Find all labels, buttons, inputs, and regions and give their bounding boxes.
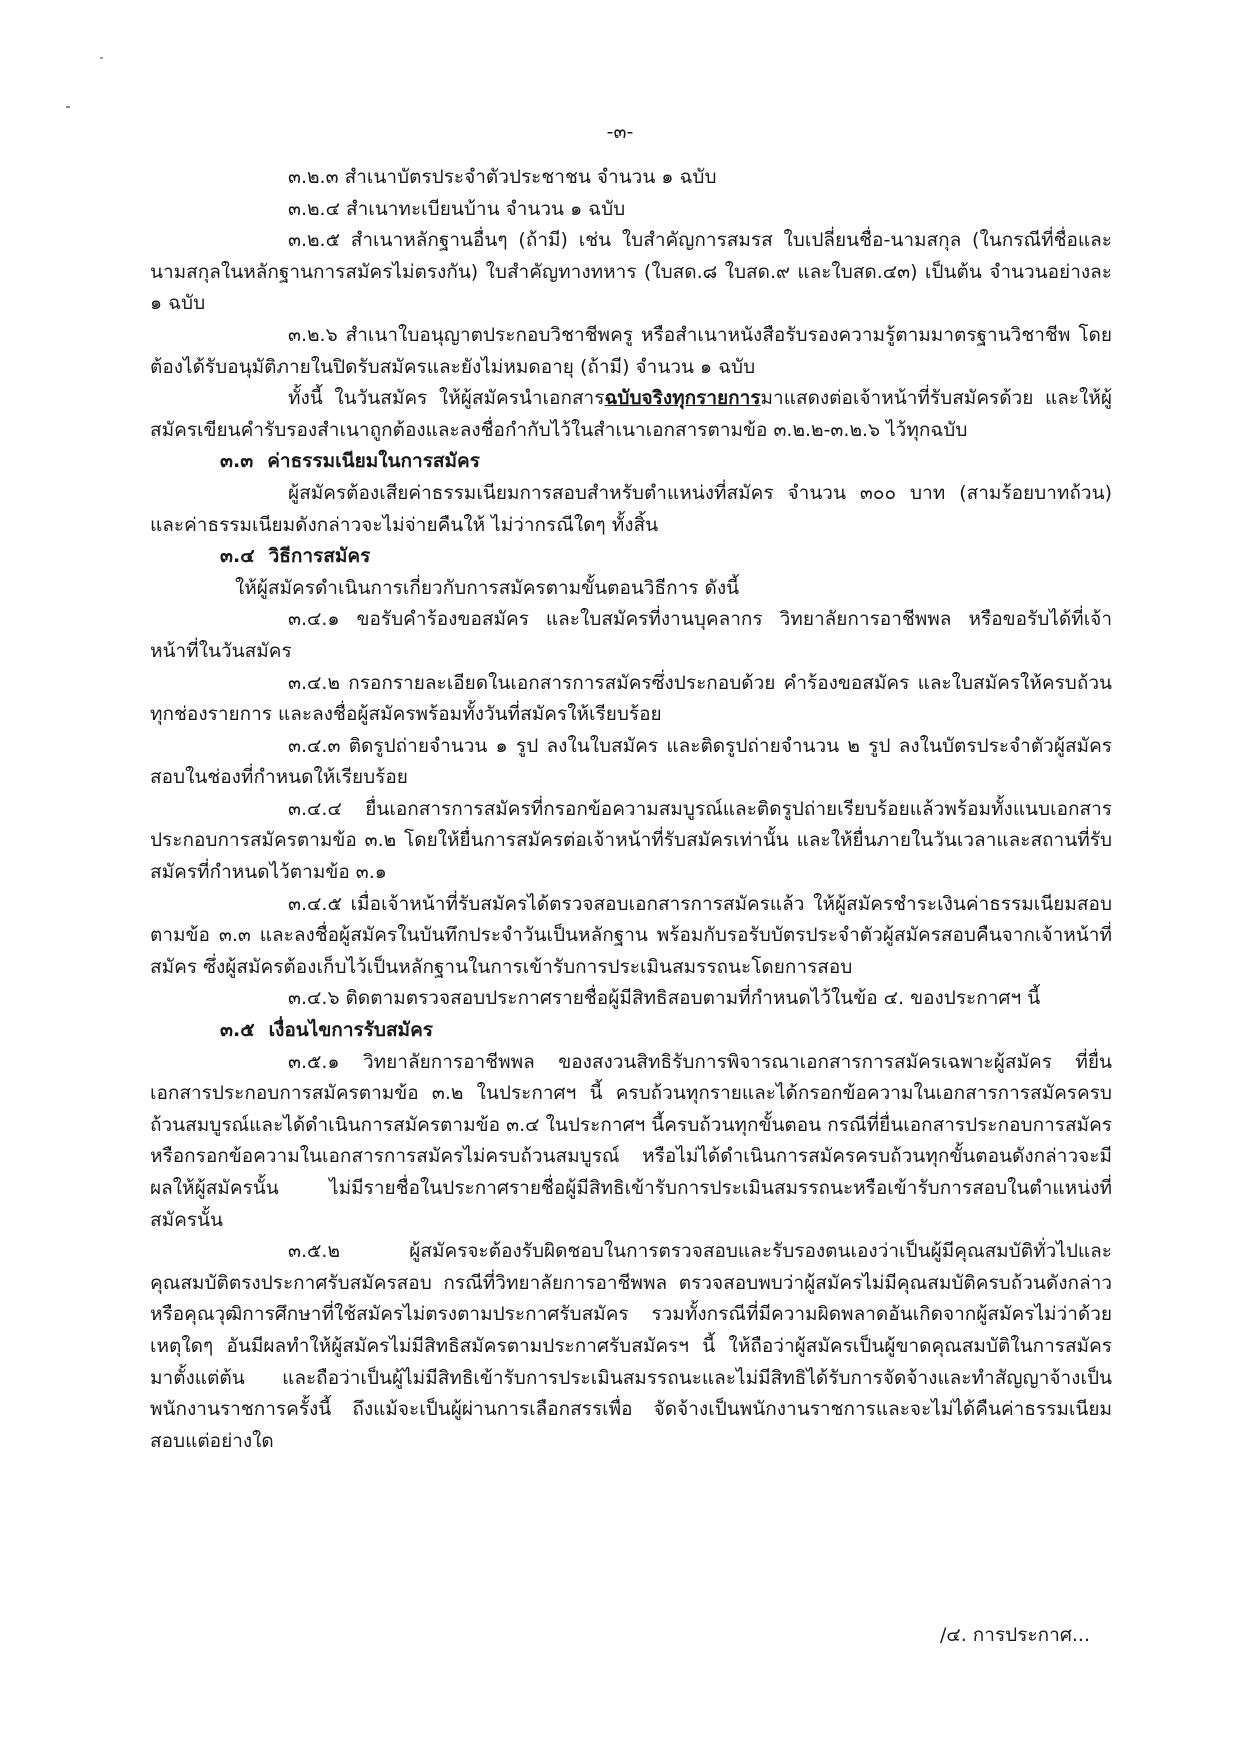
heading-3-5-number: ๓.๕ — [220, 1019, 255, 1042]
item-3-4-6: ๓.๔.๖ ติดตามตรวจสอบประกาศรายชื่อผู้มีสิทธิสอบตามที่กำหนดไว้ในข้อ ๔. ของประกาศฯ นี้ — [288, 987, 1041, 1010]
item-3-4-5: ๓.๔.๕ เมื่อเจ้าหน้าที่รับสมัครได้ตรวจสอบเอกสารการสมัครแล้ว ให้ผู้สมัครชำระเงินค่าธรรมเนียมสอบตามข้อ ๓.๓ และลงชื่อผู้สมัครในบันทึกประจำวันเป็นหลักฐาน พร้อมกับรอรับบัตรประจำตัวผู้สมัครสอบคืนจากเจ้าหน้าที่สมัคร ซึ่งผู้สมัครต้องเก็บไว้เป็นหลักฐานในการเข้ารับการประเมินสมรรถนะโดยการสอบ — [150, 892, 1112, 978]
item-3-2-6: ๓.๒.๖ สำเนาใบอนุญาตประกอบวิชาชีพครู หรือสำเนาหนังสือรับรองความรู้ตามมาตรฐานวิชาชีพ โดยต้องได้รับอนุมัติภายในปิดรับสมัครและยังไม่หมดอายุ (ถ้ามี) จำนวน ๑ ฉบับ — [150, 323, 1112, 378]
note-text-a: ทั้งนี้ ในวันสมัคร ให้ผู้สมัครนำเอกสาร — [288, 387, 605, 410]
heading-3-4-number: ๓.๔ — [220, 545, 255, 568]
page-number: -๓- — [606, 121, 634, 143]
note-emphasis: ฉบับจริงทุกรายการ — [604, 387, 761, 410]
document-body — [150, 162, 1112, 1457]
heading-3-3-text: ค่าธรรมเนียมในการสมัคร — [267, 450, 480, 473]
item-3-2-3: ๓.๒.๓ สำเนาบัตรประจำตัวประชาชน จำนวน ๑ ฉบับ — [288, 166, 717, 188]
continuation-note: /๔. การประกาศ... — [939, 1624, 1090, 1646]
item-3-4-1: ๓.๔.๑ ขอรับคำร้องขอสมัคร และใบสมัครที่งานบุคลากร วิทยาลัยการอาชีพพล หรือขอรับได้ที่เจ้าหน้าที่ในวันสมัคร — [150, 608, 1112, 662]
fee-paragraph: ผู้สมัครต้องเสียค่าธรรมเนียมการสอบสำหรับตำแหน่งที่สมัคร จำนวน ๓๐๐ บาท (สามร้อยบาทถ้วน) และค่าธรรมเนียมดังกล่าวจะไม่จ่ายคืนให้ ไม่ว่ากรณีใดๆ ทั้งสิ้น — [150, 481, 1112, 536]
heading-3-5 — [150, 1015, 1112, 1047]
heading-3-3-number: ๓.๓ — [220, 450, 254, 473]
item-3-2-4: ๓.๒.๔ สำเนาทะเบียนบ้าน จำนวน ๑ ฉบับ — [288, 197, 626, 220]
heading-3-3 — [150, 446, 1112, 478]
heading-3-5-text: เงื่อนไขการรับสมัคร — [268, 1019, 433, 1042]
item-3-4-2: ๓.๔.๒ กรอกรายละเอียดในเอกสารการสมัครซึ่งประกอบด้วย คำร้องขอสมัคร และใบสมัครให้ครบถ้วนทุกช่องรายการ และลงชื่อผู้สมัครพร้อมทั้งวันที่สมัครให้เรียบร้อย — [150, 671, 1112, 726]
application-intro: ให้ผู้สมัครดำเนินการเกี่ยวกับการสมัครตามขั้นตอนวิธีการ ดังนี้ — [235, 576, 740, 599]
scan-speck — [66, 106, 70, 108]
note-text-b: มาแสดงต่อเจ้าหน้าที่รับสมัครด้วย และให้ผู้สมัครเขียนคำรับรองสำเนาถูกต้องและลงชื่อกำกับไว้ในสำเนาเอกสารตามข้อ ๓.๒.๒-๓.๒.๖ ไว้ทุกฉบับ — [150, 387, 1112, 441]
original-documents-note — [150, 383, 1112, 446]
item-3-5-2: ๓.๕.๒ ผู้สมัครจะต้องรับผิดชอบในการตรวจสอบและรับรองตนเองว่าเป็นผู้มีคุณสมบัติทั่วไปและคุณสมบัติตรงประกาศรับสมัครสอบ กรณีที่วิทยาลัยการอาชีพพล ตรวจสอบพบว่าผู้สมัครไม่มีคุณสมบัติครบถ้วนดังกล่าว หรือคุณวุฒิการศึกษาที่ใช้สมัครไม่ตรงตามประกาศรับสมัคร รวมทั้งกรณีที่มีความผิดพลาดอันเกิดจากผู้สมัครไม่ว่าด้วยเหตุใดๆ อันมีผลทำให้ผู้สมัครไม่มีสิทธิสมัครตามประกาศรับสมัครฯ นี้ ให้ถือว่าผู้สมัครเป็นผู้ขาดคุณสมบัติในการสมัครมาตั้งแต่ต้น และถือว่าเป็นผู้ไม่มีสิทธิเข้ารับการประเมินสมรรถนะและไม่มีสิทธิได้รับการจัดจ้างและทำสัญญาจ้างเป็นพนักงานราชการครั้งนี้ ถึงแม้จะเป็นผู้ผ่านการเลือกสรรเพื่อ จัดจ้างเป็นพนักงานราชการและจะไม่ได้คืนค่าธรรมเนียมสอบแต่อย่างใด — [150, 1240, 1112, 1452]
item-3-4-3: ๓.๔.๓ ติดรูปถ่ายจำนวน ๑ รูป ลงในใบสมัคร และติดรูปถ่ายจำนวน ๒ รูป ลงในบัตรประจำตัวผู้สมัครสอบในช่องที่กำหนดให้เรียบร้อย — [150, 734, 1112, 789]
item-3-4-4: ๓.๔.๔ ยื่นเอกสารการสมัครที่กรอกข้อความสมบูรณ์และติดรูปถ่ายเรียบร้อยแล้วพร้อมทั้งแนบเอกสารประกอบการสมัครตามข้อ ๓.๒ โดยให้ยื่นการสมัครต่อเจ้าหน้าที่รับสมัครเท่านั้น และให้ยื่นภายในวันเวลาและสถานที่รับสมัครที่กำหนดไว้ตามข้อ ๓.๑ — [150, 797, 1112, 884]
item-3-5-1: ๓.๕.๑ วิทยาลัยการอาชีพพล ของสงวนสิทธิรับการพิจารณาเอกสารการสมัครเฉพาะผู้สมัคร ที่ยื่นเอกสารประกอบการสมัครตามข้อ ๓.๒ ในประกาศฯ นี้ ครบถ้วนทุกรายและได้กรอกข้อความในเอกสารการสมัครครบถ้วนสมบูรณ์และได้ดำเนินการสมัครตามข้อ ๓.๔ ในประกาศฯ นี้ครบถ้วนทุกขั้นตอน กรณีที่ยื่นเอกสารประกอบการสมัคร หรือกรอกข้อความในเอกสารการสมัครไม่ครบถ้วนสมบูรณ์ หรือไม่ได้ดำเนินการสมัครครบถ้วนทุกขั้นตอนดังกล่าวจะมีผลให้ผู้สมัครนั้น ไม่มีรายชื่อในประกาศรายชื่อผู้มีสิทธิเข้ารับการประเมินสมรรถนะหรือเข้ารับการสอบในตำแหน่งที่สมัครนั้น — [150, 1050, 1112, 1231]
heading-3-4-text: วิธีการสมัคร — [268, 545, 371, 568]
item-3-2-5: ๓.๒.๕ สำเนาหลักฐานอื่นๆ (ถ้ามี) เช่น ใบสำคัญการสมรส ใบเปลี่ยนชื่อ-นามสกุล (ในกรณีที่ชื่อและนามสกุลในหลักฐานการสมัครไม่ตรงกัน) ใบสำคัญทางทหาร (ใบสด.๘ ใบสด.๙ และใบสด.๔๓) เป็นต้น จำนวนอย่างละ ๑ ฉบับ — [150, 229, 1112, 315]
scan-speck — [100, 57, 103, 59]
heading-3-4 — [150, 541, 1112, 573]
